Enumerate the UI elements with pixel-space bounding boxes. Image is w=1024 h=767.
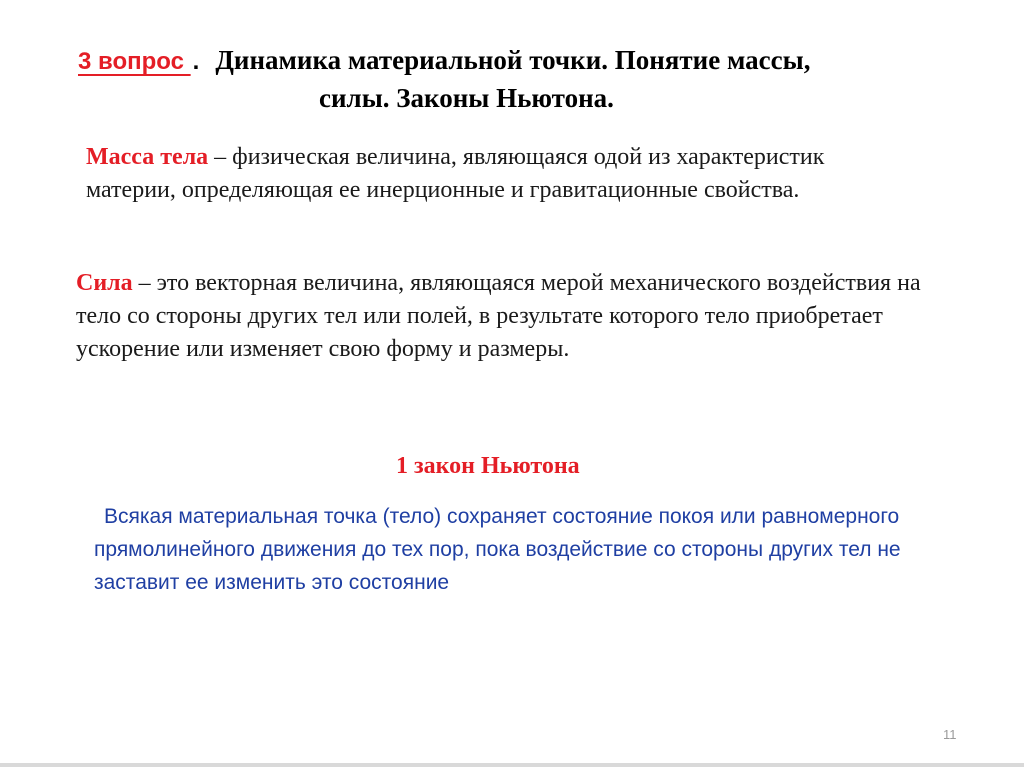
slide-heading bbox=[78, 42, 978, 117]
newton-law-title: 1 закон Ньютона bbox=[396, 453, 580, 479]
question-number: 3 вопрос bbox=[78, 48, 191, 75]
heading-title-line2: силы. Законы Ньютона. bbox=[319, 83, 614, 113]
mass-definition bbox=[86, 141, 826, 207]
heading-title-line1: Динамика материальной точки. Понятие массы, bbox=[215, 45, 811, 75]
bottom-divider bbox=[0, 763, 1024, 767]
force-definition bbox=[76, 267, 936, 366]
force-term: Сила bbox=[76, 270, 133, 296]
page-number: 11 bbox=[943, 727, 957, 742]
force-text: – это векторная величина, являющаяся мерой механического воздействия на тело со стороны других тел или полей, в результате которого тело приобретает ускорение или изменяет свою форму и размеры. bbox=[76, 270, 921, 362]
question-dot: . bbox=[192, 48, 200, 75]
newton-law-text: Всякая материальная точка (тело) сохраняет состояние покоя или равномерного прямолинейного движения до тех пор, пока воздействие со стороны других тел не заставит ее изменить это состояние bbox=[94, 505, 901, 594]
mass-text: – физическая величина, являющаяся одой из характеристик материи, определяющая ее инерционные и гравитационные свойства. bbox=[86, 144, 825, 203]
mass-term: Масса тела bbox=[86, 144, 209, 170]
